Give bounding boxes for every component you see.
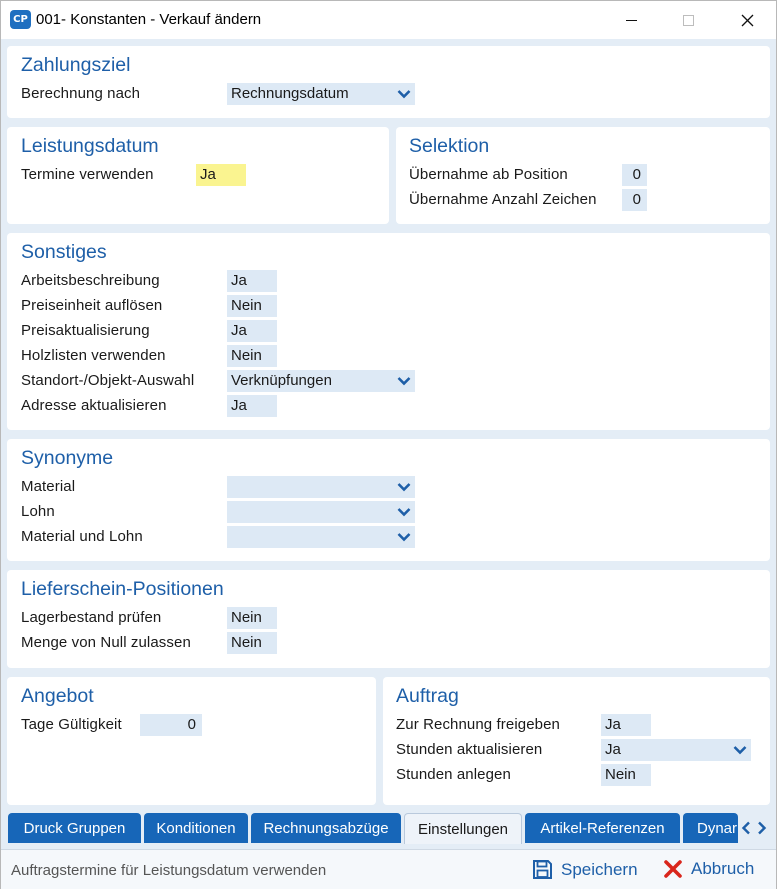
tab-bar [6,813,772,845]
rechnung-freigeben-field[interactable]: Ja [601,714,651,736]
floppy-disk-icon [532,859,553,880]
preiseinheit-label: Preiseinheit auflösen [21,297,163,314]
app-logo-icon: CP [10,10,31,29]
berechnung-select[interactable] [227,83,415,105]
standort-auswahl-label: Standort-/Objekt-Auswahl [21,372,195,389]
preisaktualisierung-field[interactable]: Ja [227,320,277,342]
menge-null-label: Menge von Null zulassen [21,634,191,651]
stunden-aktualisieren-label: Stunden aktualisieren [396,741,543,758]
maximize-icon [683,15,694,26]
tab-druck-gruppen[interactable]: Druck Gruppen [8,813,141,843]
status-hint: Auftragstermine für Leistungsdatum verwenden [11,862,327,879]
holzlisten-field[interactable]: Nein [227,345,277,367]
anzahl-zeichen-field[interactable]: 0 [622,189,647,211]
material-und-lohn-select[interactable] [227,526,415,548]
stunden-anlegen-field[interactable]: Nein [601,764,651,786]
chevron-down-icon [397,505,411,519]
ab-position-field[interactable]: 0 [622,164,647,186]
material-label: Material [21,478,76,495]
chevron-down-icon [397,87,411,101]
adresse-label: Adresse aktualisieren [21,397,167,414]
save-button[interactable] [532,859,638,880]
cancel-label: Abbruch [691,859,755,878]
standort-auswahl-select[interactable] [227,370,415,392]
close-x-icon [663,859,683,879]
cancel-button[interactable] [663,859,754,879]
ab-position-label: Übernahme ab Position [409,166,568,183]
termine-field[interactable]: Ja [196,164,246,186]
holzlisten-label: Holzlisten verwenden [21,347,166,364]
panel-selektion [396,127,770,224]
menge-null-field[interactable]: Nein [227,632,277,654]
tab-scroll-arrows [741,821,767,835]
save-label: Speichern [561,859,638,879]
title-bar [1,1,776,39]
minimize-icon [626,20,637,21]
panel-leistungsdatum [7,127,389,224]
preisaktualisierung-label: Preisaktualisierung [21,322,150,339]
tage-label: Tage Gültigkeit [21,716,122,733]
lohn-label: Lohn [21,503,55,520]
tab-artikel-referenzen[interactable]: Artikel-Referenzen [525,813,680,843]
chevron-left-icon[interactable] [741,821,751,835]
panel-zahlungsziel [7,46,770,118]
sonstiges-heading: Sonstiges [21,241,107,263]
chevron-right-icon[interactable] [757,821,767,835]
material-select[interactable] [227,476,415,498]
tab-konditionen[interactable]: Konditionen [144,813,248,843]
panel-synonyme [7,439,770,561]
synonyme-heading: Synonyme [21,447,114,469]
stunden-aktualisieren-select[interactable] [601,739,751,761]
window-title: 001- Konstanten - Verkauf ändern [36,11,262,28]
lieferschein-heading: Lieferschein-Positionen [21,578,224,600]
selektion-heading: Selektion [409,135,490,157]
tage-field[interactable]: 0 [140,714,202,736]
arbeitsbeschreibung-field[interactable]: Ja [227,270,277,292]
chevron-down-icon [397,530,411,544]
panel-sonstiges [7,233,770,430]
chevron-down-icon [397,374,411,388]
lagerbestand-label: Lagerbestand prüfen [21,609,162,626]
arbeitsbeschreibung-label: Arbeitsbeschreibung [21,272,160,289]
zahlungsziel-heading: Zahlungsziel [21,54,131,76]
lohn-select[interactable] [227,501,415,523]
angebot-heading: Angebot [21,685,94,707]
material-und-lohn-label: Material und Lohn [21,528,143,545]
leistungsdatum-heading: Leistungsdatum [21,135,159,157]
close-icon [741,14,754,27]
panel-auftrag [383,677,770,805]
berechnung-value: Rechnungsdatum [231,85,349,102]
panel-lieferschein [7,570,770,668]
auftrag-heading: Auftrag [396,685,459,707]
rechnung-freigeben-label: Zur Rechnung freigeben [396,716,560,733]
close-button[interactable] [717,1,777,39]
chevron-down-icon [733,743,747,757]
adresse-field[interactable]: Ja [227,395,277,417]
stunden-aktualisieren-value: Ja [605,741,621,758]
anzahl-zeichen-label: Übernahme Anzahl Zeichen [409,191,597,208]
tab-einstellungen[interactable]: Einstellungen [404,813,522,844]
lagerbestand-field[interactable]: Nein [227,607,277,629]
panel-angebot [7,677,376,805]
berechnung-label: Berechnung nach [21,85,141,102]
preiseinheit-field[interactable]: Nein [227,295,277,317]
termine-label: Termine verwenden [21,166,154,183]
tab-dynar[interactable]: Dynar [683,813,738,843]
status-bar [1,849,776,889]
chevron-down-icon [397,480,411,494]
stunden-anlegen-label: Stunden anlegen [396,766,511,783]
tab-rechnungsabzuege[interactable]: Rechnungsabzüge [251,813,401,843]
maximize-button[interactable] [658,1,718,39]
minimize-button[interactable] [601,1,661,39]
standort-auswahl-value: Verknüpfungen [231,372,332,389]
